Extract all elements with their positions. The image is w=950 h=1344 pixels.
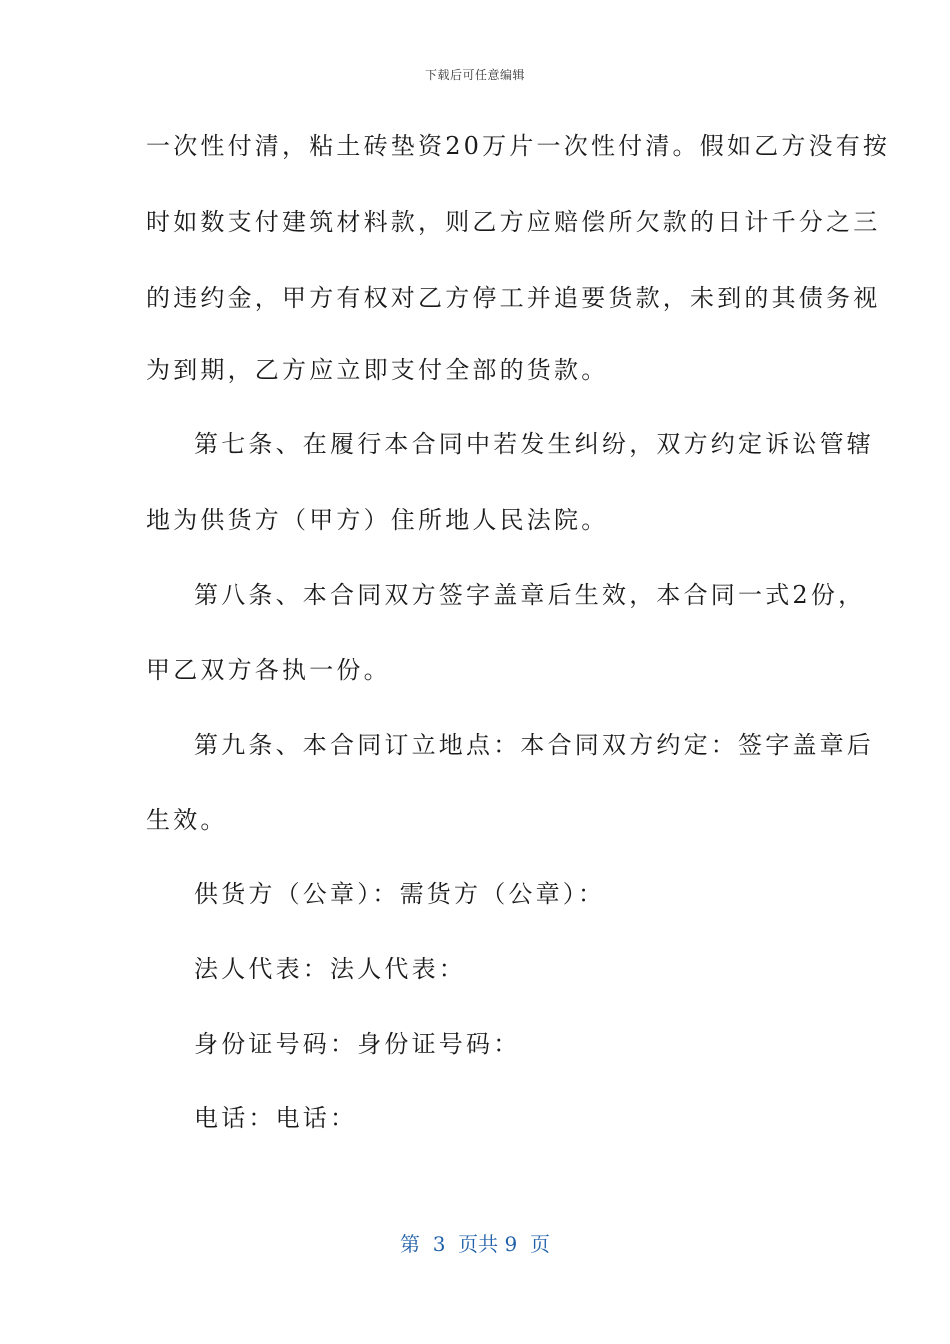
legal-representative-line: 法人代表：法人代表： xyxy=(194,955,466,983)
paragraph-line: 的违约金，甲方有权对乙方停工并追要货款，未到的其债务视 xyxy=(146,284,881,312)
page-header: 下载后可任意编辑 xyxy=(424,68,525,82)
article-9-line: 生效。 xyxy=(146,806,228,834)
article-7-line: 第七条、在履行本合同中若发生纠纷，双方约定诉讼管辖 xyxy=(194,430,874,458)
phone-line: 电话：电话： xyxy=(194,1104,358,1132)
article-8-line: 第八条、本合同双方签字盖章后生效，本合同一式2份， xyxy=(194,581,866,609)
article-9-line: 第九条、本合同订立地点：本合同双方约定：签字盖章后 xyxy=(194,731,874,759)
signature-seal-line: 供货方（公章）：需货方（公章）： xyxy=(194,880,606,908)
article-7-line: 地为供货方（甲方）住所地人民法院。 xyxy=(146,506,609,534)
page-number-footer: 第 3 页共 9 页 xyxy=(400,1232,550,1256)
id-number-line: 身份证号码：身份证号码： xyxy=(194,1030,521,1058)
paragraph-line: 一次性付清，粘土砖垫资20万片一次性付清。假如乙方没有按 xyxy=(146,132,891,160)
paragraph-line: 为到期，乙方应立即支付全部的货款。 xyxy=(146,356,609,384)
article-8-line: 甲乙双方各执一份。 xyxy=(146,656,391,684)
paragraph-line: 时如数支付建筑材料款，则乙方应赔偿所欠款的日计千分之三 xyxy=(146,208,881,236)
